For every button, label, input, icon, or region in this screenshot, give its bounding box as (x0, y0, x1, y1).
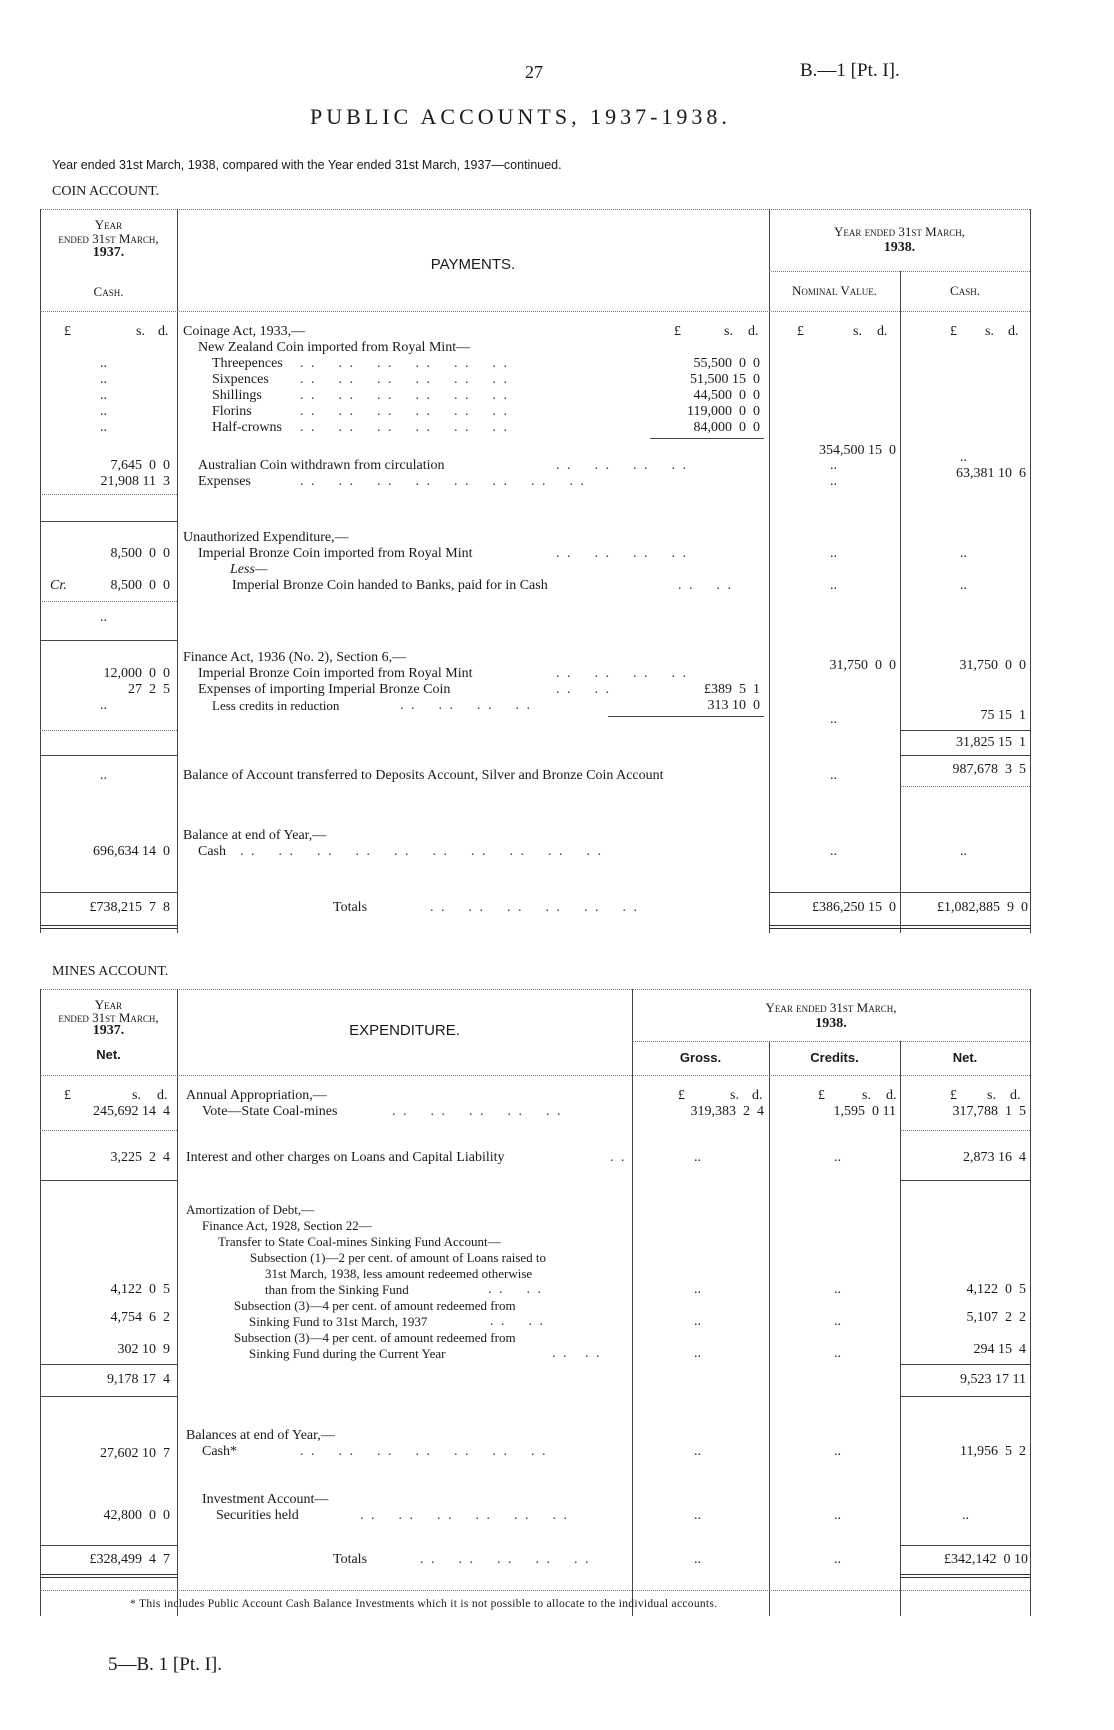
lsd-shilling: s. (132, 1088, 141, 1103)
lsd-pence: d. (157, 1088, 168, 1103)
appropriation-credits: 1,595 0 11 (833, 1104, 896, 1119)
amortization-heading: Amortization of Debt,— (186, 1202, 315, 1217)
blank-mark: .. (100, 356, 107, 371)
unauth-handed-label: Imperial Bronze Coin handed to Banks, paid for in Cash (232, 578, 548, 593)
mines-net-header: Net. (952, 1050, 978, 1065)
sub3a-line-1: Subsection (3)—4 per cent. of amount redeemed from (234, 1298, 516, 1313)
coin-divider-3 (900, 271, 901, 933)
finance-subtotal-cash: 31,825 15 1 (956, 735, 1026, 750)
mines-current-year-header: Year ended 31st March, 1938. (765, 1000, 897, 1031)
lsd-shilling: s. (136, 324, 145, 339)
sub3b-line-2: Sinking Fund during the Current Year (249, 1346, 446, 1361)
lsd-pound: £ (678, 1088, 685, 1103)
sub3a-net: 5,107 2 2 (966, 1310, 1026, 1325)
lsd-shilling: s. (853, 324, 862, 339)
coin-payments-header: PAYMENTS. (430, 256, 516, 273)
page-title: PUBLIC ACCOUNTS, 1937-1938. (310, 104, 731, 129)
expenses-label: Expenses (198, 474, 251, 489)
credit-prefix: Cr. (50, 578, 67, 593)
lsd-pound: £ (64, 1088, 71, 1103)
coin-prev-cash-header: Cash. (93, 284, 124, 299)
appropriation-heading: Annual Appropriation,— (186, 1088, 327, 1103)
appropriation-label: Vote—State Coal-mines (202, 1104, 338, 1119)
mines-total-net: £342,142 0 10 (944, 1552, 1028, 1567)
finance-imported-prev: 12,000 0 0 (103, 666, 170, 681)
lsd-pence: d. (1010, 1088, 1021, 1103)
mines-section-title: MINES ACCOUNT. (52, 964, 169, 979)
sub3a-line-2: Sinking Fund to 31st March, 1937 (249, 1314, 428, 1329)
balances-net: 11,956 5 2 (960, 1444, 1026, 1459)
interest-label: Interest and other charges on Loans and Capital Liability (186, 1150, 505, 1165)
unauth-imported-prev: 8,500 0 0 (110, 546, 170, 561)
mines-expenditure-header: EXPENDITURE. (349, 1022, 460, 1039)
amortization-total-net: 9,523 17 11 (960, 1372, 1026, 1387)
mines-totals-label: Totals (333, 1552, 368, 1567)
coinage-act-heading: Coinage Act, 1933,— (183, 324, 306, 339)
sub3b-net: 294 15 4 (973, 1342, 1026, 1357)
finance-net-cash: 75 15 1 (980, 708, 1026, 723)
mines-gross-header: Gross. (679, 1050, 722, 1065)
lsd-pound: £ (950, 1088, 957, 1103)
unauthorized-heading: Unauthorized Expenditure,— (183, 530, 349, 545)
coin-section-title: COIN ACCOUNT. (52, 184, 160, 199)
lsd-shilling: s. (730, 1088, 739, 1103)
finance-less-amount: 313 10 0 (707, 698, 760, 713)
lsd-pound: £ (818, 1088, 825, 1103)
lsd-shilling: s. (987, 1088, 996, 1103)
coin-total-cash: £1,082,885 9 0 (937, 900, 1028, 915)
unauth-less: Less— (230, 562, 268, 577)
lsd-pound: £ (797, 324, 804, 339)
mines-credits-header: Credits. (810, 1050, 859, 1065)
blank-mark: .. (100, 404, 107, 419)
mines-prev-net-header: Net. (96, 1047, 121, 1062)
lsd-pence: d. (886, 1088, 897, 1103)
lsd-shilling: s. (985, 324, 994, 339)
investment-prev: 42,800 0 0 (103, 1508, 170, 1523)
investment-label: Securities held (216, 1508, 299, 1523)
lsd-pound: £ (64, 324, 71, 339)
interest-prev: 3,225 2 4 (110, 1150, 170, 1165)
footnote: * This includes Public Account Cash Balance Investments which it is not possible to allocate to the individual accounts. (130, 1598, 718, 1610)
coin-cash-header: Cash. (950, 283, 980, 298)
coin-current-year-header: Year ended 31st March, 1938. (834, 224, 965, 255)
coin-right-border (1030, 209, 1031, 933)
lsd-shilling: s. (724, 324, 733, 339)
coin-prev-year-header: Year ended 31st March, 1937. (58, 217, 159, 260)
coin-totals-label: Totals (333, 900, 368, 915)
lsd-shilling: s. (862, 1088, 871, 1103)
coin-left-border (40, 209, 41, 933)
finance-imported-label: Imperial Bronze Coin imported from Royal Mint (198, 666, 473, 681)
investment-heading: Investment Account— (202, 1492, 329, 1507)
lsd-pound: £ (674, 324, 681, 339)
finance-expenses-amount: £389 5 1 (704, 682, 760, 697)
coin-header-rule (40, 311, 1030, 312)
sub3a-prev: 4,754 6 2 (110, 1310, 170, 1325)
finance-expenses-prev: 27 2 5 (128, 682, 170, 697)
lsd-pence: d. (158, 324, 169, 339)
sub1-line-3: than from the Sinking Fund (265, 1282, 409, 1297)
balance-transfer-cash: 987,678 3 5 (952, 762, 1026, 777)
balance-end-heading: Balance at end of Year,— (183, 828, 327, 843)
balance-end-cash-label: Cash (198, 844, 226, 859)
balances-prev: 27,602 10 7 (100, 1446, 170, 1461)
coin-total-prev: £738,215 7 8 (89, 900, 170, 915)
sub1-prev: 4,122 0 5 (110, 1282, 170, 1297)
sub1-line-2: 31st March, 1938, less amount redeemed otherwise (265, 1266, 533, 1281)
coin-divider-1 (177, 209, 178, 933)
coins-nominal-total: 354,500 15 0 (819, 443, 896, 458)
nz-coin-heading: New Zealand Coin imported from Royal Mint— (198, 340, 471, 355)
blank-mark: .. (100, 388, 107, 403)
lsd-pence: d. (748, 324, 759, 339)
interest-net: 2,873 16 4 (963, 1150, 1026, 1165)
unauth-handed-prev: 8,500 0 0 (110, 578, 170, 593)
australian-prev: 7,645 0 0 (110, 458, 170, 473)
amortization-total-prev: 9,178 17 4 (107, 1372, 170, 1387)
mines-prev-year-header: Year ended 31st March, 1937. (58, 997, 159, 1038)
amortization-transfer: Transfer to State Coal-mines Sinking Fund Account— (218, 1234, 501, 1249)
balances-heading: Balances at end of Year,— (186, 1428, 335, 1443)
finance-less-credits: Less credits in reduction (212, 698, 340, 713)
sub1-net: 4,122 0 5 (966, 1282, 1026, 1297)
blank-mark: .. (100, 372, 107, 387)
finance-imported-nominal: 31,750 0 0 (829, 658, 896, 673)
blank-mark: .. (100, 420, 107, 435)
australian-label: Australian Coin withdrawn from circulation (198, 458, 445, 473)
unauth-imported-label: Imperial Bronze Coin imported from Royal Mint (198, 546, 473, 561)
lsd-pence: d. (1008, 324, 1019, 339)
finance-expenses-label: Expenses of importing Imperial Bronze Coin (198, 682, 451, 697)
balances-cash-label: Cash* (202, 1444, 237, 1459)
lsd-pound: £ (950, 324, 957, 339)
footer-signature: 5—B. 1 [Pt. I]. (108, 1654, 222, 1675)
appropriation-prev: 245,692 14 4 (93, 1104, 170, 1119)
page-subtitle: Year ended 31st March, 1938, compared with the Year ended 31st March, 1937—continued. (52, 158, 562, 172)
mines-total-prev: £328,499 4 7 (89, 1552, 170, 1567)
coin-top-rule (40, 209, 1030, 210)
sub3b-prev: 302 10 9 (117, 1342, 170, 1357)
balance-transfer-label: Balance of Account transferred to Deposits Account, Silver and Bronze Coin Account (183, 768, 664, 783)
document-reference: B.—1 [Pt. I]. (800, 60, 900, 81)
finance-imported-cash: 31,750 0 0 (959, 658, 1026, 673)
subtotal-rule (650, 438, 764, 439)
page-number: 27 (525, 62, 543, 82)
appropriation-gross: 319,383 2 4 (690, 1104, 764, 1119)
finance-act-heading: Finance Act, 1936 (No. 2), Section 6,— (183, 650, 407, 665)
expenses-prev: 21,908 11 3 (100, 474, 170, 489)
sub3b-line-1: Subsection (3)—4 per cent. of amount redeemed from (234, 1330, 516, 1345)
amortization-act: Finance Act, 1928, Section 22— (202, 1218, 372, 1233)
lsd-pence: d. (752, 1088, 763, 1103)
coin-divider-2 (769, 209, 770, 933)
balance-end-prev: 696,634 14 0 (93, 844, 170, 859)
appropriation-net: 317,788 1 5 (952, 1104, 1026, 1119)
expenses-cash: 63,381 10 6 (956, 466, 1026, 481)
coin-year-rule (769, 271, 1030, 272)
sub1-line-1: Subsection (1)—2 per cent. of amount of Loans raised to (250, 1250, 547, 1265)
lsd-pence: d. (877, 324, 888, 339)
coin-total-nominal: £386,250 15 0 (812, 900, 896, 915)
coin-nominal-header: Nominal Value. (791, 283, 878, 298)
